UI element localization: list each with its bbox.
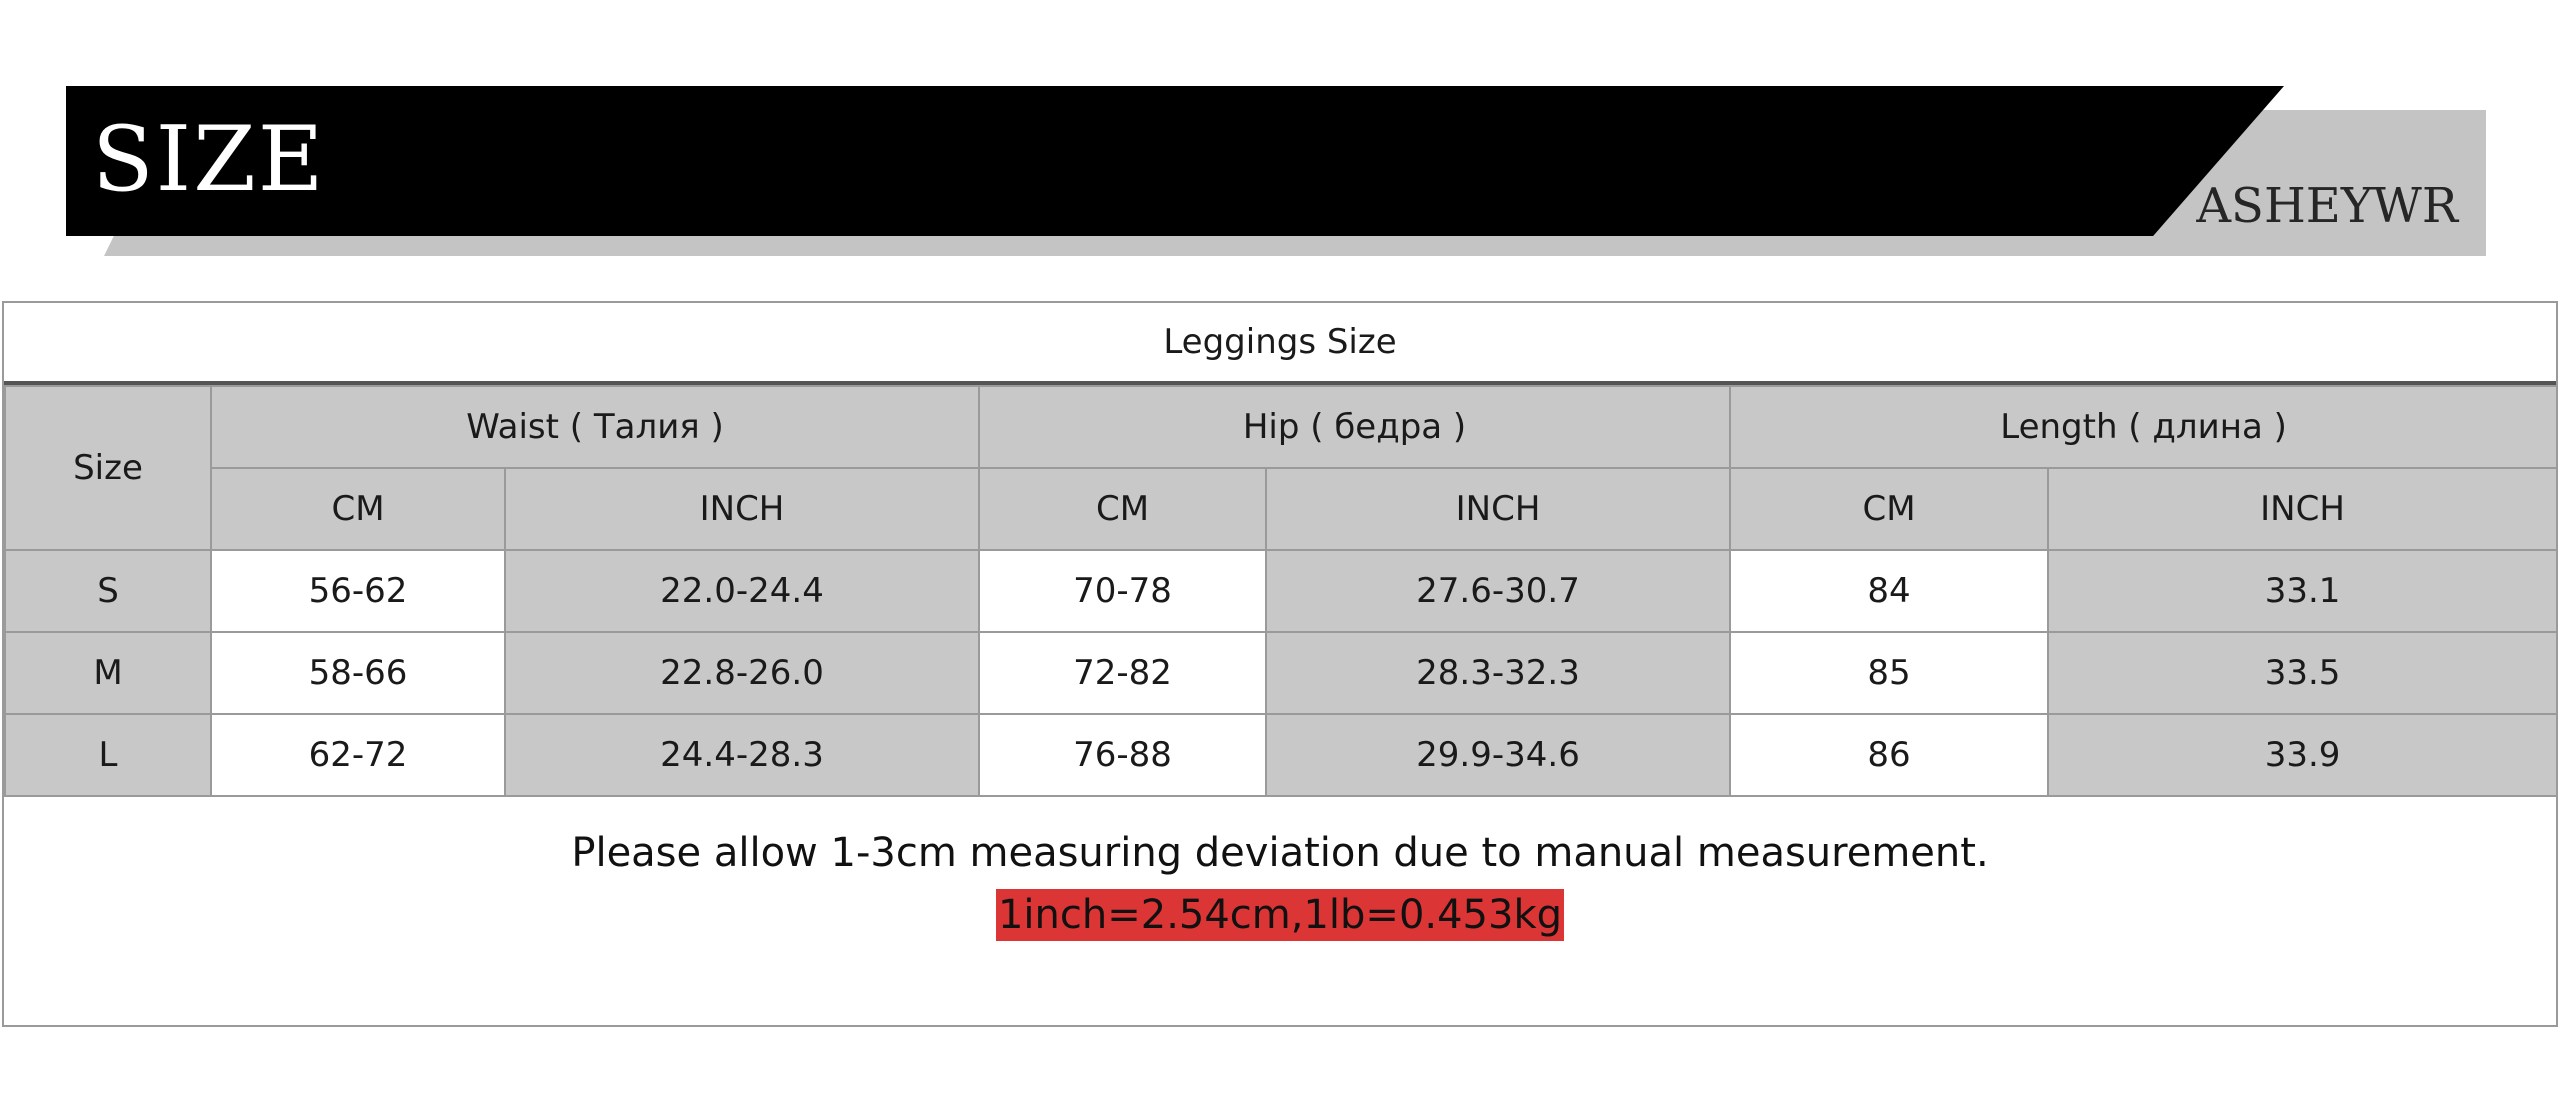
notes-section [4, 803, 2556, 941]
unit-header: INCH [2048, 468, 2557, 550]
length-header: Length ( длина ) [1730, 386, 2557, 468]
waist-cm-cell: 62-72 [211, 714, 505, 796]
size-table [4, 385, 2558, 797]
waist-inch-cell: 22.0-24.4 [505, 550, 979, 632]
hip-cm-cell: 70-78 [979, 550, 1266, 632]
hip-inch-cell: 28.3-32.3 [1266, 632, 1730, 714]
table-header-row [5, 386, 2557, 468]
length-inch-cell: 33.5 [2048, 632, 2557, 714]
conversion-note-wrap [4, 889, 2556, 941]
table-row [5, 632, 2557, 714]
conversion-note: 1inch=2.54cm,1lb=0.453kg [996, 889, 1564, 941]
waist-inch-cell: 22.8-26.0 [505, 632, 979, 714]
length-inch-cell: 33.9 [2048, 714, 2557, 796]
size-cell: S [5, 550, 211, 632]
deviation-note: Please allow 1-3cm measuring deviation due to manual measurement. [571, 830, 1989, 876]
waist-cm-cell: 56-62 [211, 550, 505, 632]
length-cm-cell: 84 [1730, 550, 2048, 632]
hip-cm-cell: 72-82 [979, 632, 1266, 714]
table-row [5, 714, 2557, 796]
waist-cm-cell: 58-66 [211, 632, 505, 714]
length-cm-cell: 86 [1730, 714, 2048, 796]
length-cm-cell: 85 [1730, 632, 2048, 714]
size-chart [2, 301, 2558, 1027]
page-title: SIZE [92, 107, 326, 212]
waist-header: Waist ( Талия ) [211, 386, 979, 468]
table-unit-row [5, 468, 2557, 550]
unit-header: CM [211, 468, 505, 550]
brand-name: ASHEYWR [2196, 178, 2458, 234]
unit-header: INCH [1266, 468, 1730, 550]
length-inch-cell: 33.1 [2048, 550, 2557, 632]
size-header: Size [5, 386, 211, 550]
unit-header: CM [1730, 468, 2048, 550]
size-cell: M [5, 632, 211, 714]
hip-inch-cell: 27.6-30.7 [1266, 550, 1730, 632]
hip-cm-cell: 76-88 [979, 714, 1266, 796]
table-title: Leggings Size [4, 303, 2556, 385]
unit-header: CM [979, 468, 1266, 550]
hip-header: Hip ( бедра ) [979, 386, 1730, 468]
table-row [5, 550, 2557, 632]
hip-inch-cell: 29.9-34.6 [1266, 714, 1730, 796]
banner-bar [66, 86, 2284, 236]
waist-inch-cell: 24.4-28.3 [505, 714, 979, 796]
unit-header: INCH [505, 468, 979, 550]
size-cell: L [5, 714, 211, 796]
